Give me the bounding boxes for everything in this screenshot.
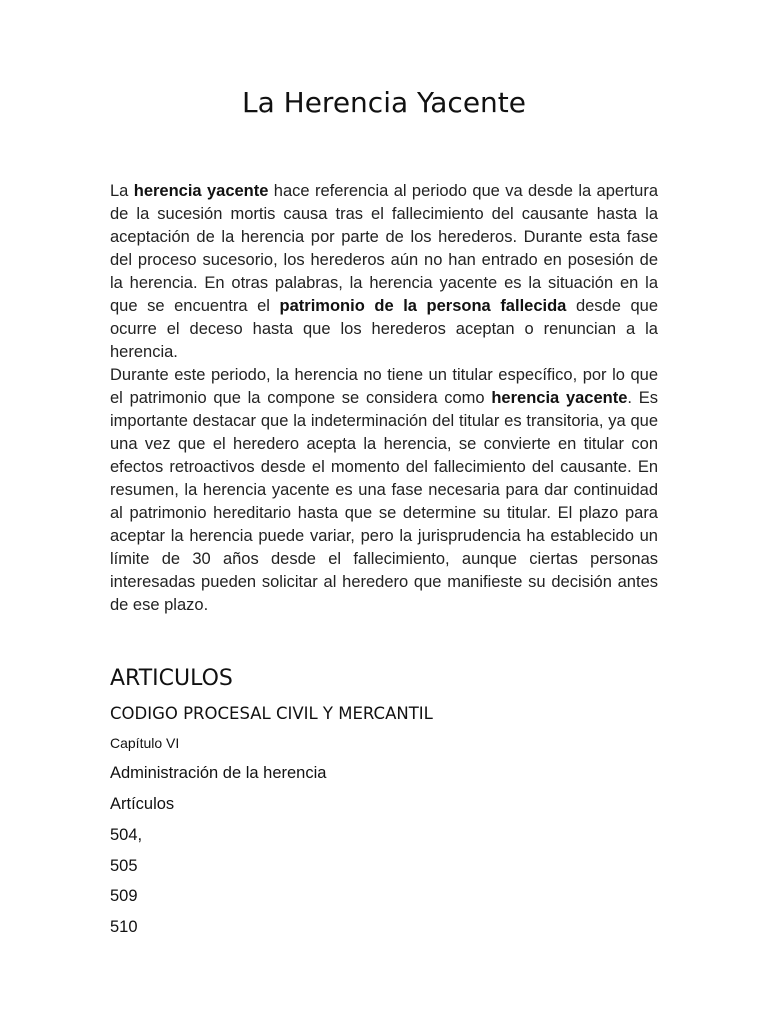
article-item: 504,	[110, 826, 143, 844]
paragraph-1-text-a: La	[110, 182, 134, 200]
chapter-label: Capítulo VI	[110, 735, 180, 751]
paragraph-1-text-c: desde que ocurre el deceso hasta que los herederos aceptan o renuncian a la herencia.	[110, 297, 659, 361]
article-item: 510	[110, 918, 138, 936]
chapter-title: Administración de la herencia	[110, 764, 327, 782]
paragraph-2	[110, 364, 658, 617]
article-item: 509	[110, 887, 138, 905]
paragraph-1-bold-b: patrimonio de la persona fallecida	[279, 297, 567, 315]
body-text	[110, 180, 658, 617]
paragraph-1-bold-a: herencia yacente	[133, 182, 269, 200]
paragraph-2-bold-a: herencia yacente	[491, 389, 628, 407]
paragraph-2-text-a: Durante este periodo, la herencia no tiene un titular específico, por lo que el patrimonio que la compone se considera como	[110, 366, 658, 407]
article-item: 505	[110, 857, 138, 875]
code-heading: CODIGO PROCESAL CIVIL Y MERCANTIL	[110, 704, 433, 723]
paragraph-1-text-b: hace referencia al periodo que va desde la apertura de la sucesión mortis causa tras el fallecimiento del causante hasta la aceptación de la herencia por parte de los herederos. Durante esta fase del proceso sucesorio, los herederos aún no han entrado en posesión de la herencia. En otras palabras, la herencia yacente es la situación en la que se encuentra el	[110, 182, 658, 315]
paragraph-2-text-b: . Es importante destacar que la indeterminación del titular es transitoria, ya que una vez que el heredero acepta la herencia, se convierte en titular con efectos retroactivos desde el momento del fallecimiento del causante. En resumen, la herencia yacente es una fase necesaria para dar continuidad al patrimonio hereditario hasta que se determine su titular. El plazo para aceptar la herencia puede variar, pero la jurisprudencia ha establecido un límite de 30 años desde el fallecimiento, aunque ciertas personas interesadas pueden solicitar al heredero que manifieste su decisión antes de ese plazo.	[110, 389, 658, 614]
paragraph-1	[110, 180, 658, 364]
document-title: La Herencia Yacente	[241, 86, 527, 119]
articles-heading: ARTICULOS	[110, 666, 233, 691]
articles-label: Artículos	[110, 795, 175, 813]
